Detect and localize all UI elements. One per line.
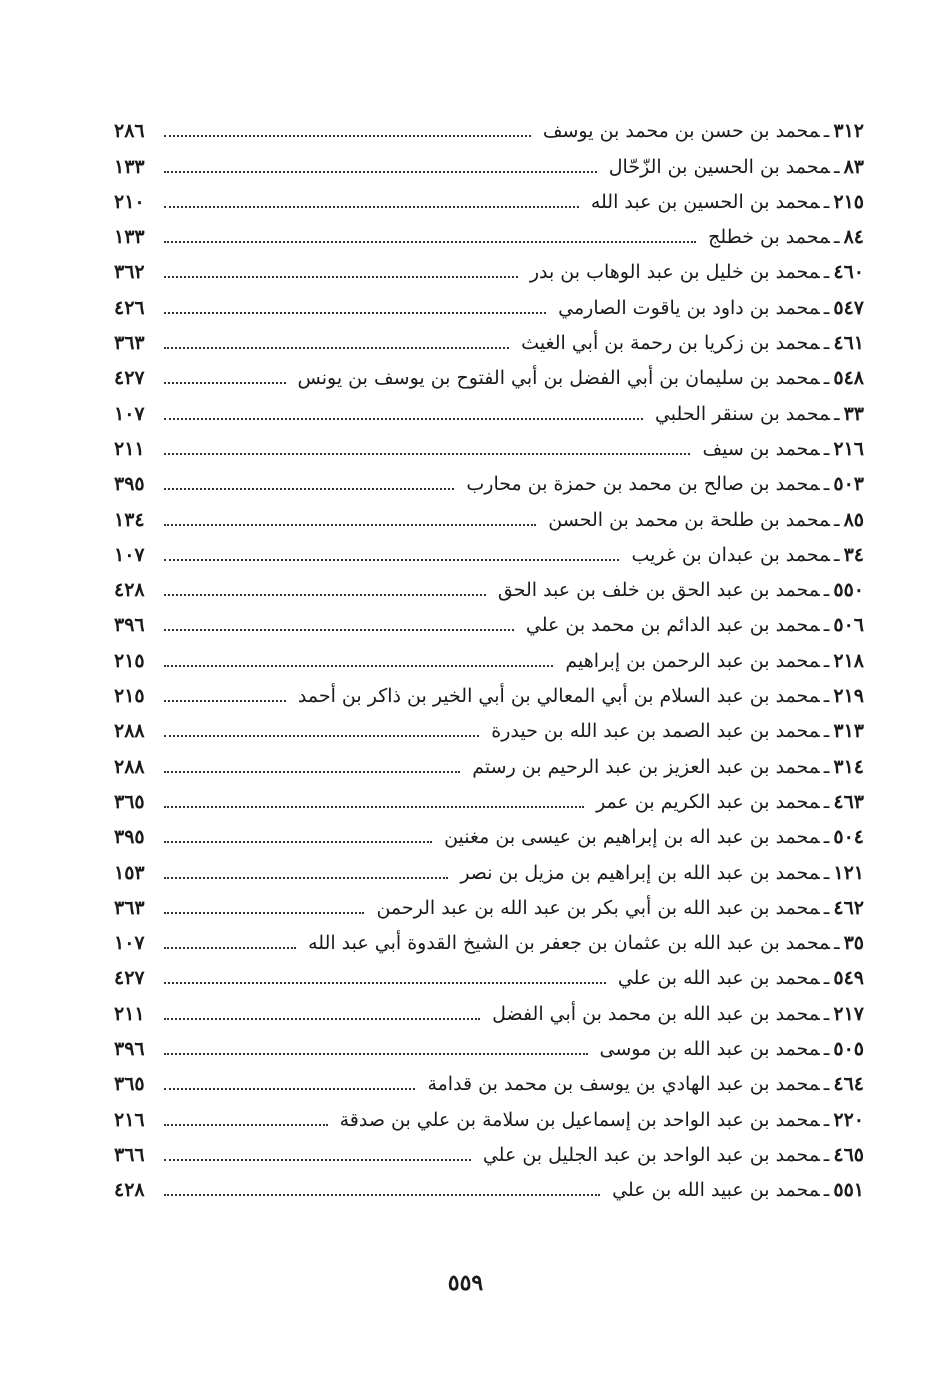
entry-separator: ـ xyxy=(823,861,830,884)
entry-text xyxy=(542,508,864,532)
entry-text xyxy=(421,1072,864,1096)
index-entry xyxy=(114,924,864,959)
entry-name: محمد بن عبد الله بن أبي بكر بن عبد الله بن عبد الرحمن xyxy=(376,896,820,919)
index-entry xyxy=(114,641,864,676)
entry-name: محمد بن عبد الحق بن خلف بن عبد الحق xyxy=(497,579,820,602)
index-entry xyxy=(114,606,864,641)
index-entry xyxy=(114,818,864,853)
entry-name: محمد بن عبد الله بن محمد بن أبي الفضل xyxy=(492,1002,820,1025)
dot-leader xyxy=(164,594,486,596)
entry-text xyxy=(552,296,864,320)
entry-name: محمد بن خطلج xyxy=(708,226,830,249)
entry-number: ٣٤ xyxy=(843,543,864,566)
entry-page-number: ١٠٧ xyxy=(114,402,145,425)
entry-page-number: ٣٦٥ xyxy=(114,1073,145,1096)
entry-name: محمد بن عبد الله بن علي xyxy=(617,967,820,990)
entry-text xyxy=(477,1143,864,1167)
entry-text xyxy=(524,260,864,284)
entry-text xyxy=(537,119,864,143)
entry-text xyxy=(460,472,864,496)
entry-number: ٥٥٠ xyxy=(833,579,864,602)
entry-separator: ـ xyxy=(823,790,830,813)
entry-name: محمد بن عبد الله بن عثمان بن جعفر بن الشيخ القدوة أبي عبد الله xyxy=(308,932,830,955)
dot-leader xyxy=(164,135,531,137)
entry-number: ٥٠٤ xyxy=(833,826,864,849)
entry-page-number: ٢١١ xyxy=(114,1002,145,1025)
entry-name: محمد بن زكريا بن رحمة بن أبي الغيث xyxy=(521,332,820,355)
entry-number: ٢٢٠ xyxy=(833,1108,864,1131)
entry-separator: ـ xyxy=(823,649,830,672)
entry-page-number: ٤٢٨ xyxy=(114,1179,145,1202)
index-entry xyxy=(114,147,864,182)
index-entry xyxy=(114,747,864,782)
dot-leader xyxy=(164,665,553,667)
entry-number: ٢١٨ xyxy=(833,649,864,672)
entry-text xyxy=(585,190,864,214)
entry-page-number: ١٣٣ xyxy=(114,155,145,178)
entry-name: محمد بن الحسين بن عبد الله xyxy=(590,190,820,213)
entry-page-number: ٤٢٨ xyxy=(114,579,145,602)
dot-leader xyxy=(164,206,579,208)
entry-name: محمد بن داود بن ياقوت الصارمي xyxy=(558,296,820,319)
entry-separator: ـ xyxy=(834,543,840,566)
entry-name: محمد بن سنقر الحلبي xyxy=(654,402,830,425)
entry-separator: ـ xyxy=(823,967,830,990)
entry-number: ٢١٦ xyxy=(833,437,864,460)
dot-leader xyxy=(164,559,619,561)
entry-number: ٣١٣ xyxy=(833,720,864,743)
entry-page-number: ٢٨٨ xyxy=(114,720,145,743)
entry-page-number: ٢١٥ xyxy=(114,649,145,672)
entry-separator: ـ xyxy=(823,473,830,496)
entry-number: ٤٦٢ xyxy=(833,896,864,919)
entry-text xyxy=(696,437,864,461)
index-entry xyxy=(114,465,864,500)
entry-separator: ـ xyxy=(823,296,830,319)
dot-leader xyxy=(164,488,454,490)
entry-text xyxy=(590,790,864,814)
entry-text xyxy=(292,684,864,708)
entry-separator: ـ xyxy=(834,226,840,249)
entry-separator: ـ xyxy=(823,332,830,355)
index-entry xyxy=(114,394,864,429)
entry-number: ٥٤٩ xyxy=(833,967,864,990)
entry-separator: ـ xyxy=(823,720,830,743)
index-entry xyxy=(114,677,864,712)
index-entry xyxy=(114,853,864,888)
entry-separator: ـ xyxy=(823,1073,830,1096)
entry-text xyxy=(612,966,864,990)
entry-number: ٤٦٣ xyxy=(833,790,864,813)
entry-separator: ـ xyxy=(823,826,830,849)
dot-leader xyxy=(164,841,432,843)
entry-name: محمد بن حسن بن محمد بن يوسف xyxy=(542,120,820,143)
index-entry xyxy=(114,112,864,147)
entry-separator: ـ xyxy=(823,579,830,602)
entry-name: محمد بن عبد الله بن موسى xyxy=(599,1038,820,1061)
entry-page-number: ٣٩٥ xyxy=(114,473,145,496)
entry-number: ٣٣ xyxy=(843,402,864,425)
entry-page-number: ٣٦٣ xyxy=(114,332,145,355)
entry-number: ٥٠٦ xyxy=(833,614,864,637)
entry-name: محمد بن سليمان بن أبي الفضل بن أبي الفتوح بن يوسف بن يونس xyxy=(297,367,820,390)
entry-number: ٤٦١ xyxy=(833,332,864,355)
entry-name: محمد بن عبدان بن غريب xyxy=(631,543,830,566)
dot-leader xyxy=(164,382,286,384)
entry-text xyxy=(702,225,864,249)
entry-separator: ـ xyxy=(823,190,830,213)
entry-name: محمد بن سيف xyxy=(702,437,820,460)
dot-leader xyxy=(164,806,584,808)
entry-name: محمد بن طلحة بن محمد بن الحسن xyxy=(548,508,830,531)
entry-name: محمد بن عبد السلام بن أبي المعالي بن أبي الخير بن ذاكر بن أحمد xyxy=(297,685,820,708)
index-entry xyxy=(114,218,864,253)
entry-name: محمد بن الحسين بن الزّحّال xyxy=(608,155,830,178)
dot-leader xyxy=(164,771,460,773)
entry-text xyxy=(486,1002,864,1026)
entry-name: محمد بن عبيد الله بن علي xyxy=(612,1179,820,1202)
entry-separator: ـ xyxy=(823,614,830,637)
dot-leader xyxy=(164,877,448,879)
entry-page-number: ١٥٣ xyxy=(114,861,145,884)
entry-number: ٨٥ xyxy=(843,508,864,531)
entry-name: محمد بن عبد الرحمن بن إبراهيم xyxy=(565,649,820,672)
entry-text xyxy=(466,755,864,779)
entry-text xyxy=(292,366,864,390)
entry-name: محمد بن عبد الدائم بن محمد بن علي xyxy=(525,614,820,637)
entry-name: محمد بن عبد الواحد بن عبد الجليل بن علي xyxy=(482,1143,820,1166)
entry-name: محمد بن عبد الكريم بن عمر xyxy=(596,790,820,813)
index-entry xyxy=(114,994,864,1029)
entry-text xyxy=(485,719,864,743)
entry-number: ٥٤٧ xyxy=(833,296,864,319)
entry-text xyxy=(454,861,864,885)
dot-leader xyxy=(164,947,296,949)
dot-leader xyxy=(164,1053,588,1055)
index-entry xyxy=(114,1136,864,1171)
entry-text xyxy=(625,543,864,567)
index-entry xyxy=(114,1100,864,1135)
entry-text xyxy=(520,613,864,637)
dot-leader xyxy=(164,276,518,278)
entry-page-number: ٣٦٥ xyxy=(114,790,145,813)
entry-text xyxy=(370,896,864,920)
dot-leader xyxy=(164,171,597,173)
entry-page-number: ١٣٤ xyxy=(114,508,145,531)
entry-separator: ـ xyxy=(823,755,830,778)
entry-text xyxy=(559,649,864,673)
entry-name: محمد بن عبد الله بن إبراهيم بن مزيل بن نصر xyxy=(460,861,820,884)
entry-separator: ـ xyxy=(823,1108,830,1131)
index-entry xyxy=(114,359,864,394)
entry-number: ٨٤ xyxy=(843,226,864,249)
index-entry xyxy=(114,1065,864,1100)
entry-separator: ـ xyxy=(823,1179,830,1202)
entry-number: ٤٦٠ xyxy=(833,261,864,284)
entry-name: محمد بن خليل بن عبد الوهاب بن بدر xyxy=(529,261,820,284)
dot-leader xyxy=(164,629,514,631)
entry-number: ٤٦٥ xyxy=(833,1143,864,1166)
entry-separator: ـ xyxy=(834,155,840,178)
entry-page-number: ٢٨٨ xyxy=(114,755,145,778)
dot-leader xyxy=(164,1124,328,1126)
dot-leader xyxy=(164,347,509,349)
entry-separator: ـ xyxy=(823,437,830,460)
entry-page-number: ٤٢٧ xyxy=(114,967,145,990)
entry-text xyxy=(603,155,864,179)
entry-number: ٥٥١ xyxy=(833,1179,864,1202)
entry-separator: ـ xyxy=(834,402,840,425)
entry-page-number: ٢١٥ xyxy=(114,685,145,708)
entry-number: ٥٠٣ xyxy=(833,473,864,496)
entry-separator: ـ xyxy=(823,1038,830,1061)
entry-number: ٢١٧ xyxy=(833,1002,864,1025)
dot-leader xyxy=(164,735,479,737)
entry-number: ١٢١ xyxy=(833,861,864,884)
entry-text xyxy=(492,578,864,602)
index-entry xyxy=(114,959,864,994)
index-entry xyxy=(114,1030,864,1065)
entry-number: ٥٠٥ xyxy=(833,1038,864,1061)
entry-page-number: ٣٦٢ xyxy=(114,261,145,284)
index-entry xyxy=(114,288,864,323)
entry-text xyxy=(649,402,864,426)
entry-separator: ـ xyxy=(823,120,830,143)
entry-separator: ـ xyxy=(823,896,830,919)
entry-text xyxy=(438,825,864,849)
dot-leader xyxy=(164,700,286,702)
entry-page-number: ٣٩٦ xyxy=(114,614,145,637)
dot-leader xyxy=(164,1159,471,1161)
index-entry xyxy=(114,712,864,747)
entry-separator: ـ xyxy=(834,932,840,955)
dot-leader xyxy=(164,418,643,420)
entry-page-number: ٤٢٧ xyxy=(114,367,145,390)
index-entry xyxy=(114,183,864,218)
entry-page-number: ٤٢٦ xyxy=(114,296,145,319)
dot-leader xyxy=(164,1018,480,1020)
entry-page-number: ١٠٧ xyxy=(114,543,145,566)
entry-separator: ـ xyxy=(834,508,840,531)
dot-leader xyxy=(164,912,364,914)
entry-page-number: ١٣٣ xyxy=(114,226,145,249)
entry-number: ٣١٢ xyxy=(833,120,864,143)
index-entry xyxy=(114,889,864,924)
dot-leader xyxy=(164,241,696,243)
index-list xyxy=(114,112,864,1206)
entry-number: ٢١٥ xyxy=(833,190,864,213)
entry-name: محمد بن صالح بن محمد بن حمزة بن محارب xyxy=(466,473,820,496)
index-entry xyxy=(114,253,864,288)
entry-page-number: ٢٨٦ xyxy=(114,120,145,143)
index-entry xyxy=(114,783,864,818)
index-entry xyxy=(114,1171,864,1206)
entry-separator: ـ xyxy=(823,1002,830,1025)
entry-name: محمد بن عبد الواحد بن إسماعيل بن سلامة بن علي بن صدقة xyxy=(339,1108,820,1131)
entry-name: محمد بن عبد اله بن إبراهيم بن عيسى بن مغنين xyxy=(444,826,820,849)
entry-page-number: ٣٦٦ xyxy=(114,1143,145,1166)
entry-page-number: ٢١٠ xyxy=(114,190,145,213)
index-entry xyxy=(114,430,864,465)
entry-page-number: ٢١١ xyxy=(114,437,145,460)
entry-text xyxy=(606,1178,864,1202)
index-entry xyxy=(114,536,864,571)
entry-name: محمد بن عبد الهادي بن يوسف بن محمد بن قدامة xyxy=(427,1073,820,1096)
index-entry xyxy=(114,324,864,359)
entry-page-number: ٣٦٣ xyxy=(114,896,145,919)
entry-separator: ـ xyxy=(823,685,830,708)
entry-page-number: ٣٩٦ xyxy=(114,1038,145,1061)
entry-name: محمد بن عبد العزيز بن عبد الرحيم بن رستم xyxy=(472,755,820,778)
dot-leader xyxy=(164,524,536,526)
entry-number: ٣٥ xyxy=(843,932,864,955)
entry-separator: ـ xyxy=(823,367,830,390)
entry-text xyxy=(515,331,864,355)
entry-separator: ـ xyxy=(823,1143,830,1166)
dot-leader xyxy=(164,982,606,984)
entry-name: محمد بن عبد الصمد بن عبد الله بن حيدرة xyxy=(491,720,820,743)
entry-text xyxy=(302,931,864,955)
index-entry xyxy=(114,500,864,535)
entry-page-number: ٢١٦ xyxy=(114,1108,145,1131)
dot-leader xyxy=(164,453,690,455)
entry-text xyxy=(594,1037,864,1061)
entry-page-number: ١٠٧ xyxy=(114,932,145,955)
dot-leader xyxy=(164,1088,415,1090)
entry-page-number: ٣٩٥ xyxy=(114,826,145,849)
entry-number: ٨٣ xyxy=(843,155,864,178)
entry-number: ٣١٤ xyxy=(833,755,864,778)
entry-number: ٢١٩ xyxy=(833,685,864,708)
dot-leader xyxy=(164,312,546,314)
entry-number: ٥٤٨ xyxy=(833,367,864,390)
index-entry xyxy=(114,571,864,606)
entry-separator: ـ xyxy=(823,261,830,284)
dot-leader xyxy=(164,1194,600,1196)
entry-text xyxy=(334,1108,864,1132)
entry-number: ٤٦٤ xyxy=(833,1073,864,1096)
page-number: ٥٥٩ xyxy=(447,1270,484,1296)
